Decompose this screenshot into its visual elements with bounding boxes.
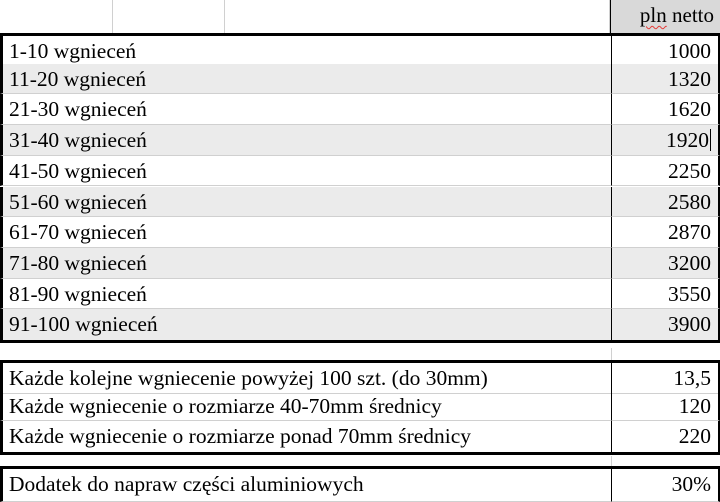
header-cell-c[interactable] — [225, 0, 610, 33]
tier-row[interactable] — [0, 64, 720, 95]
tier-row[interactable] — [0, 309, 720, 343]
surcharge-table — [0, 466, 720, 500]
tier-row-value[interactable]: 3900 — [611, 309, 720, 343]
extra-row[interactable] — [0, 421, 720, 455]
header-cell-b[interactable] — [113, 0, 225, 33]
tier-row[interactable] — [0, 33, 720, 67]
tier-row[interactable] — [0, 94, 720, 125]
surcharge-row[interactable] — [0, 466, 720, 502]
extra-row[interactable] — [0, 360, 720, 394]
header-cell-a[interactable] — [0, 0, 113, 33]
price-header-cell[interactable] — [610, 0, 720, 33]
extras-table — [0, 360, 720, 456]
extra-row[interactable] — [0, 391, 720, 422]
tier-row-label[interactable]: 41-50 wgnieceń — [0, 156, 611, 187]
tier-row-value[interactable]: 1920 — [611, 125, 720, 156]
extra-row-value[interactable]: 120 — [611, 391, 720, 422]
tier-row[interactable] — [0, 156, 720, 187]
spacer-row — [0, 456, 720, 466]
tier-row-label[interactable]: 11-20 wgnieceń — [0, 64, 611, 95]
tier-row[interactable] — [0, 217, 720, 248]
tier-row[interactable] — [0, 187, 720, 218]
tier-row-value[interactable]: 1320 — [611, 64, 720, 95]
tier-row-label[interactable]: 81-90 wgnieceń — [0, 279, 611, 310]
tier-row-label[interactable]: 71-80 wgnieceń — [0, 248, 611, 279]
tier-row-label[interactable]: 1-10 wgnieceń — [0, 33, 611, 67]
tier-row-value[interactable]: 3550 — [611, 279, 720, 310]
surcharge-value[interactable]: 30% — [611, 466, 720, 502]
extra-row-value[interactable]: 220 — [611, 421, 720, 455]
tier-row[interactable] — [0, 248, 720, 279]
tier-row-value[interactable]: 1000 — [611, 33, 720, 67]
tier-row-value[interactable]: 2250 — [611, 156, 720, 187]
tier-row[interactable] — [0, 125, 720, 156]
extra-row-label[interactable]: Każde wgniecenie o rozmiarze ponad 70mm średnicy — [0, 421, 611, 455]
tier-row-label[interactable]: 31-40 wgnieceń — [0, 125, 611, 156]
tier-row-value[interactable]: 3200 — [611, 248, 720, 279]
spacer-row — [0, 348, 720, 360]
tier-row-label[interactable]: 51-60 wgnieceń — [0, 187, 611, 218]
tier-row-value[interactable]: 1620 — [611, 94, 720, 125]
tier-row-label[interactable]: 61-70 wgnieceń — [0, 217, 611, 248]
price-header-netto: netto — [672, 3, 714, 27]
tier-row-label[interactable]: 21-30 wgnieceń — [0, 94, 611, 125]
extra-row-label[interactable]: Każde kolejne wgniecenie powyżej 100 szt. (do 30mm) — [0, 360, 611, 394]
header-row — [0, 0, 720, 33]
price-header-unit: pln — [639, 3, 667, 27]
extra-row-value[interactable]: 13,5 — [611, 360, 720, 394]
tier-table — [0, 33, 720, 348]
tier-row-label[interactable]: 91-100 wgnieceń — [0, 309, 611, 343]
extra-row-label[interactable]: Każde wgniecenie o rozmiarze 40-70mm średnicy — [0, 391, 611, 422]
text-cursor — [710, 129, 711, 151]
surcharge-label[interactable]: Dodatek do napraw części aluminiowych — [0, 466, 611, 502]
tier-row-value[interactable]: 2870 — [611, 217, 720, 248]
tier-row[interactable] — [0, 279, 720, 310]
tier-row-value[interactable]: 2580 — [611, 187, 720, 218]
